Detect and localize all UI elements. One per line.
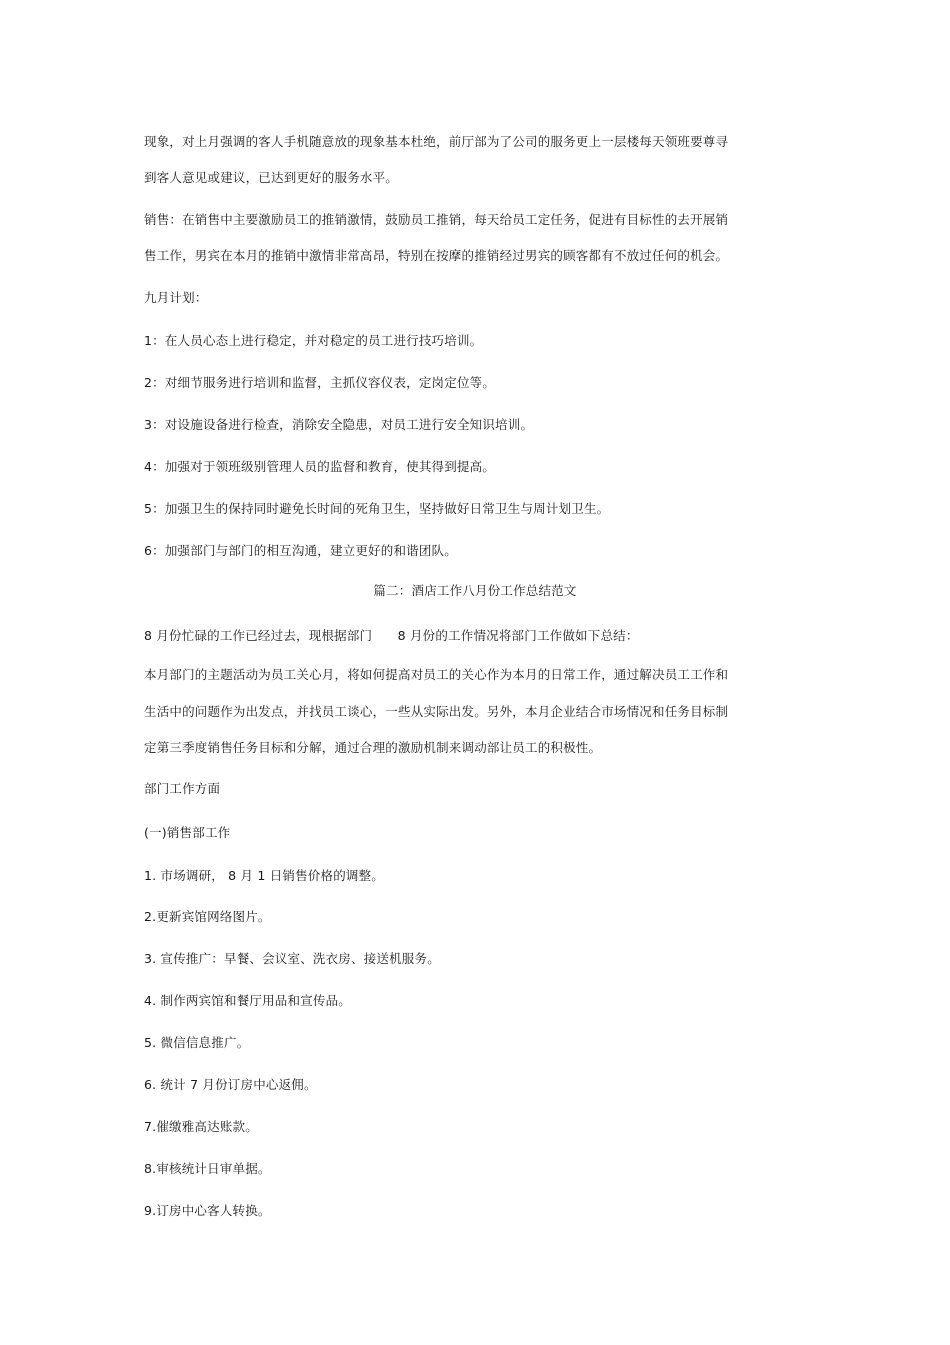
sales-task-3: 3. 宣传推广：早餐、会议室、洗衣房、接送机服务。 [144, 951, 440, 966]
sales-task-6: 6. 统计 7 月份订房中心返佣。 [144, 1077, 317, 1092]
paragraph-sales-line-1: 销售：在销售中主要激励员工的推销激情，鼓励员工推销，每天给员工定任务，促进有目标性的去开展销 [144, 212, 729, 227]
september-plan-heading: 九月计划： [144, 290, 208, 305]
sales-task-8: 8.审核统计日审单据。 [144, 1161, 271, 1176]
sales-dept-heading: (一)销售部工作 [144, 825, 231, 840]
paragraph-front-desk-line-2: 到客人意见或建议，已达到更好的服务水平。 [144, 170, 399, 185]
plan-item-4: 4：加强对于领班级别管理人员的监督和教育，使其得到提高。 [144, 459, 496, 474]
summary-intro: 8 月份忙碌的工作已经过去，现根据部门 8 月份的工作情况将部门工作做如下总结： [144, 628, 639, 643]
paragraph-front-desk-line-1: 现象，对上月强调的客人手机随意放的现象基本杜绝，前厅部为了公司的服务更上一层楼每天领班要尊寻 [144, 134, 729, 149]
plan-item-3: 3：对设施设备进行检查，消除安全隐患，对员工进行安全知识培训。 [144, 417, 534, 432]
plan-item-6: 6：加强部门与部门的相互沟通，建立更好的和谐团队。 [144, 543, 457, 558]
sales-task-5: 5. 微信信息推广。 [144, 1035, 250, 1050]
plan-item-2: 2：对细节服务进行培训和监督，主抓仪容仪表，定岗定位等。 [144, 375, 496, 390]
sales-task-1: 1. 市场调研， 8 月 1 日销售价格的调整。 [144, 868, 384, 883]
plan-item-1: 1：在人员心态上进行稳定，并对稳定的员工进行技巧培训。 [144, 333, 483, 348]
paragraph-theme-line-1: 本月部门的主题活动为员工关心月，将如何提高对员工的关心作为本月的日常工作，通过解决员工工作和 [144, 667, 729, 682]
paragraph-theme-line-2: 生活中的问题作为出发点，并找员工谈心，一些从实际出发。另外，本月企业结合市场情况和任务目标制 [144, 704, 729, 719]
sales-task-9: 9.订房中心客人转换。 [144, 1203, 271, 1218]
paragraph-sales-line-2: 售工作，男宾在本月的推销中激情非常高昂，特别在按摩的推销经过男宾的顾客都有不放过任何的机会。 [144, 248, 729, 263]
plan-item-5: 5：加强卫生的保持同时避免长时间的死角卫生，坚持做好日常卫生与周计划卫生。 [144, 501, 610, 516]
paragraph-theme-line-3: 定第三季度销售任务目标和分解，通过合理的激励机制来调动部让员工的积极性。 [144, 740, 602, 755]
sales-task-2: 2.更新宾馆网络图片。 [144, 909, 271, 924]
department-work-heading: 部门工作方面 [144, 781, 221, 796]
sales-task-7: 7.催缴雅高达账款。 [144, 1119, 258, 1134]
section-title-part-two: 篇二：酒店工作八月份工作总结范文 [373, 583, 577, 598]
sales-task-4: 4. 制作两宾馆和餐厅用品和宣传品。 [144, 993, 352, 1008]
